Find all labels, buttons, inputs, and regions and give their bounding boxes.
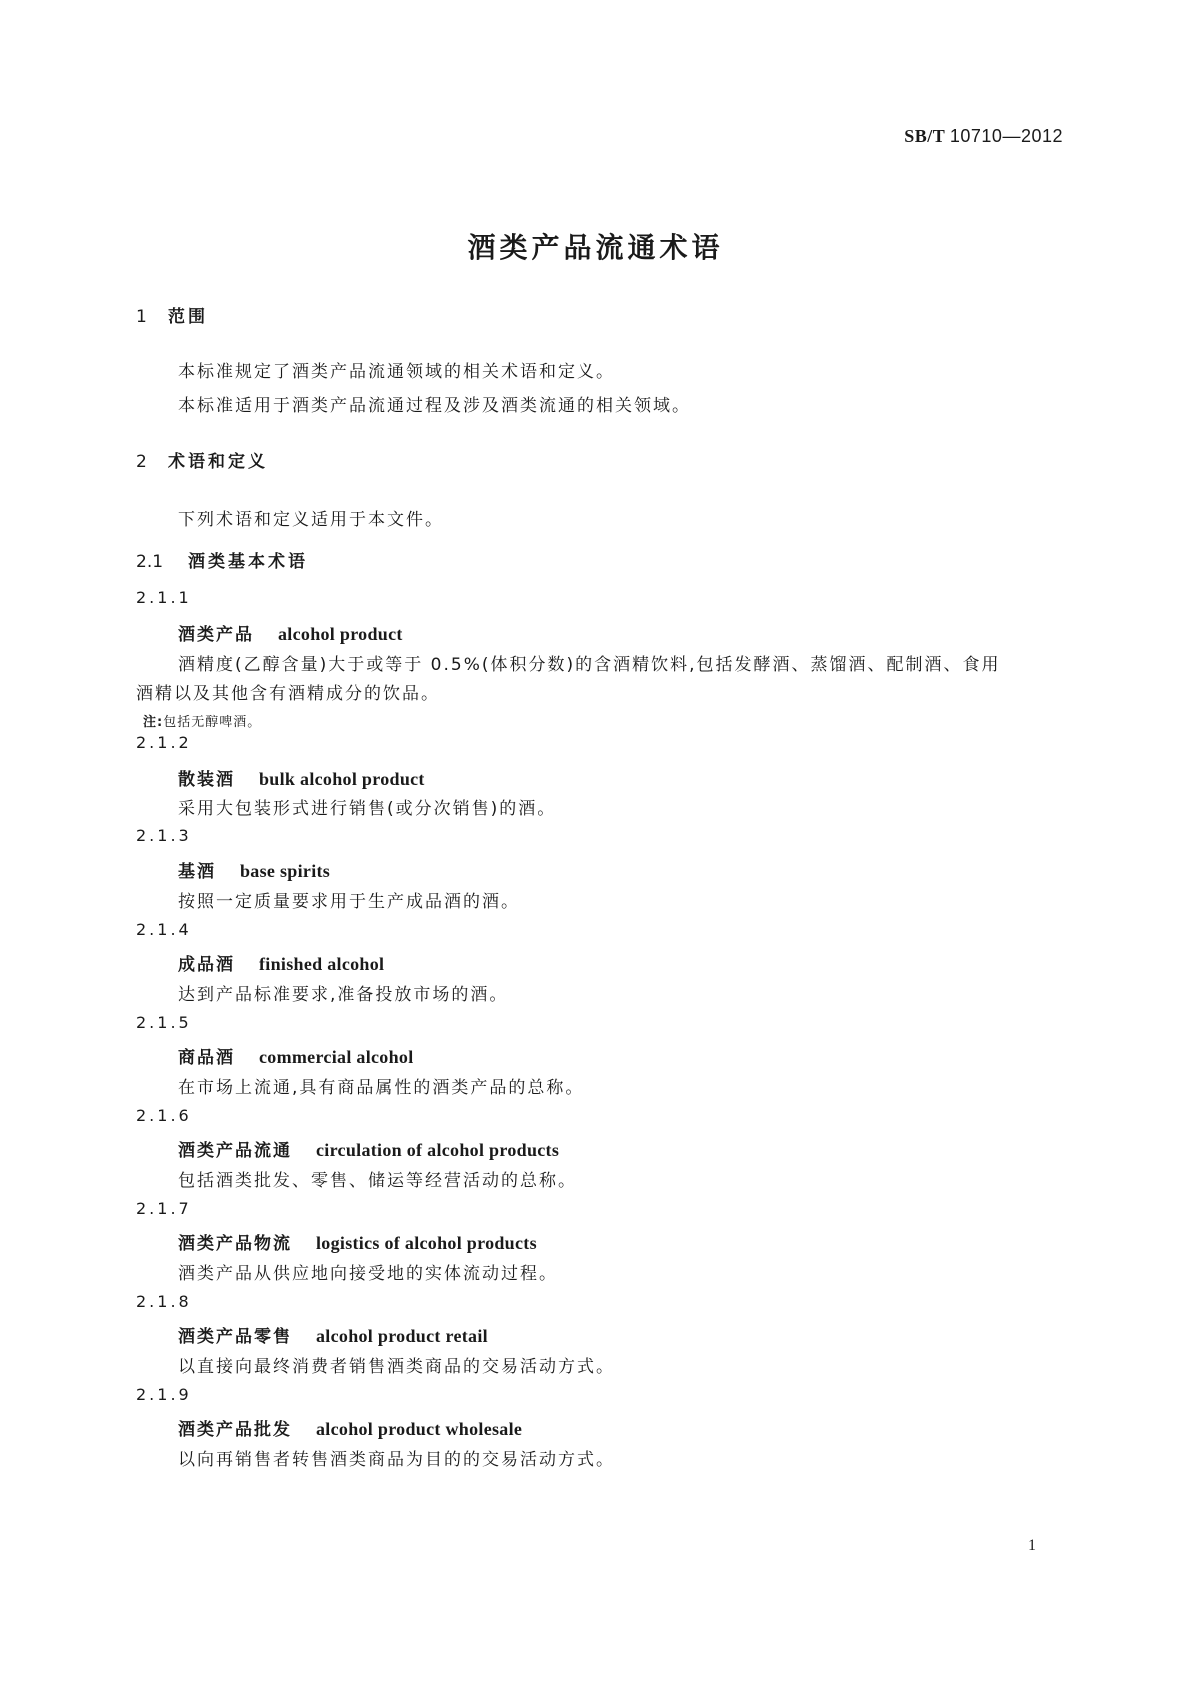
term-definition: 按照一定质量要求用于生产成品酒的酒。 [178,892,520,912]
term-heading [178,1229,537,1254]
term-definition-continued: 酒精以及其他含有酒精成分的饮品。 [136,684,440,704]
subsection-title: 酒类基本术语 [188,552,308,572]
term-heading [178,1415,522,1440]
note-text: 包括无醇啤酒。 [163,715,262,730]
standard-prefix: SB/T [904,126,945,146]
term-heading [178,1043,414,1068]
term-zh: 酒类产品零售 [178,1327,292,1347]
term-heading [178,1322,488,1347]
term-number: 2.1.2 [136,733,192,752]
term-zh: 基酒 [178,862,216,882]
paragraph: 下列术语和定义适用于本文件。 [178,510,444,530]
term-definition: 以向再销售者转售酒类商品为目的的交易活动方式。 [178,1450,615,1470]
subsection-2-1-heading [136,547,308,572]
term-en: logistics of alcohol products [316,1233,537,1253]
term-number: 2.1.9 [136,1385,192,1404]
term-en: circulation of alcohol products [316,1140,560,1160]
section-2-heading [136,447,268,472]
term-zh: 商品酒 [178,1048,235,1068]
term-zh: 酒类产品批发 [178,1420,292,1440]
term-definition: 采用大包装形式进行销售(或分次销售)的酒。 [178,799,557,819]
term-definition: 以直接向最终消费者销售酒类商品的交易活动方式。 [178,1357,615,1377]
term-definition: 酒精度(乙醇含量)大于或等于 0.5%(体积分数)的含酒精饮料,包括发酵酒、蒸馏酒、配制酒、食用 [178,655,1001,675]
section-title: 范围 [168,307,208,327]
term-zh: 散装酒 [178,770,235,790]
section-number: 1 [136,307,147,327]
document-title: 酒类产品流通术语 [467,231,724,264]
term-zh: 酒类产品 [178,625,254,645]
term-zh: 酒类产品流通 [178,1141,292,1161]
term-en: finished alcohol [259,954,385,974]
term-number: 2.1.8 [136,1292,192,1311]
term-number: 2.1.3 [136,826,192,845]
term-heading [178,857,330,882]
term-en: alcohol product [278,624,403,644]
term-en: alcohol product wholesale [316,1419,523,1439]
term-en: bulk alcohol product [259,769,425,789]
term-definition: 达到产品标准要求,准备投放市场的酒。 [178,985,509,1005]
term-number: 2.1.1 [136,588,192,607]
subsection-number: 2.1 [136,552,164,572]
term-number: 2.1.5 [136,1013,192,1032]
page-number: 1 [1028,1537,1036,1554]
term-definition: 包括酒类批发、零售、储运等经营活动的总称。 [178,1171,577,1191]
term-number: 2.1.4 [136,920,192,939]
term-en: base spirits [240,861,331,881]
term-definition: 在市场上流通,具有商品属性的酒类产品的总称。 [178,1078,585,1098]
term-zh: 成品酒 [178,955,235,975]
term-zh: 酒类产品物流 [178,1234,292,1254]
term-number: 2.1.6 [136,1106,192,1125]
term-definition: 酒类产品从供应地向接受地的实体流动过程。 [178,1264,558,1284]
paragraph: 本标准规定了酒类产品流通领域的相关术语和定义。 [178,362,615,382]
term-heading [178,950,384,975]
section-number: 2 [136,452,147,472]
note-label: 注: [143,715,164,730]
term-en: alcohol product retail [316,1326,488,1346]
term-heading [178,1136,559,1161]
section-1-heading [136,302,208,327]
term-number: 2.1.7 [136,1199,192,1218]
paragraph: 本标准适用于酒类产品流通过程及涉及酒类流通的相关领域。 [178,396,691,416]
standard-number: 10710—2012 [949,126,1063,146]
term-note [143,711,261,730]
standard-code [904,126,1063,147]
section-title: 术语和定义 [168,452,268,472]
term-heading [178,620,403,645]
term-en: commercial alcohol [259,1047,414,1067]
term-heading [178,765,425,790]
